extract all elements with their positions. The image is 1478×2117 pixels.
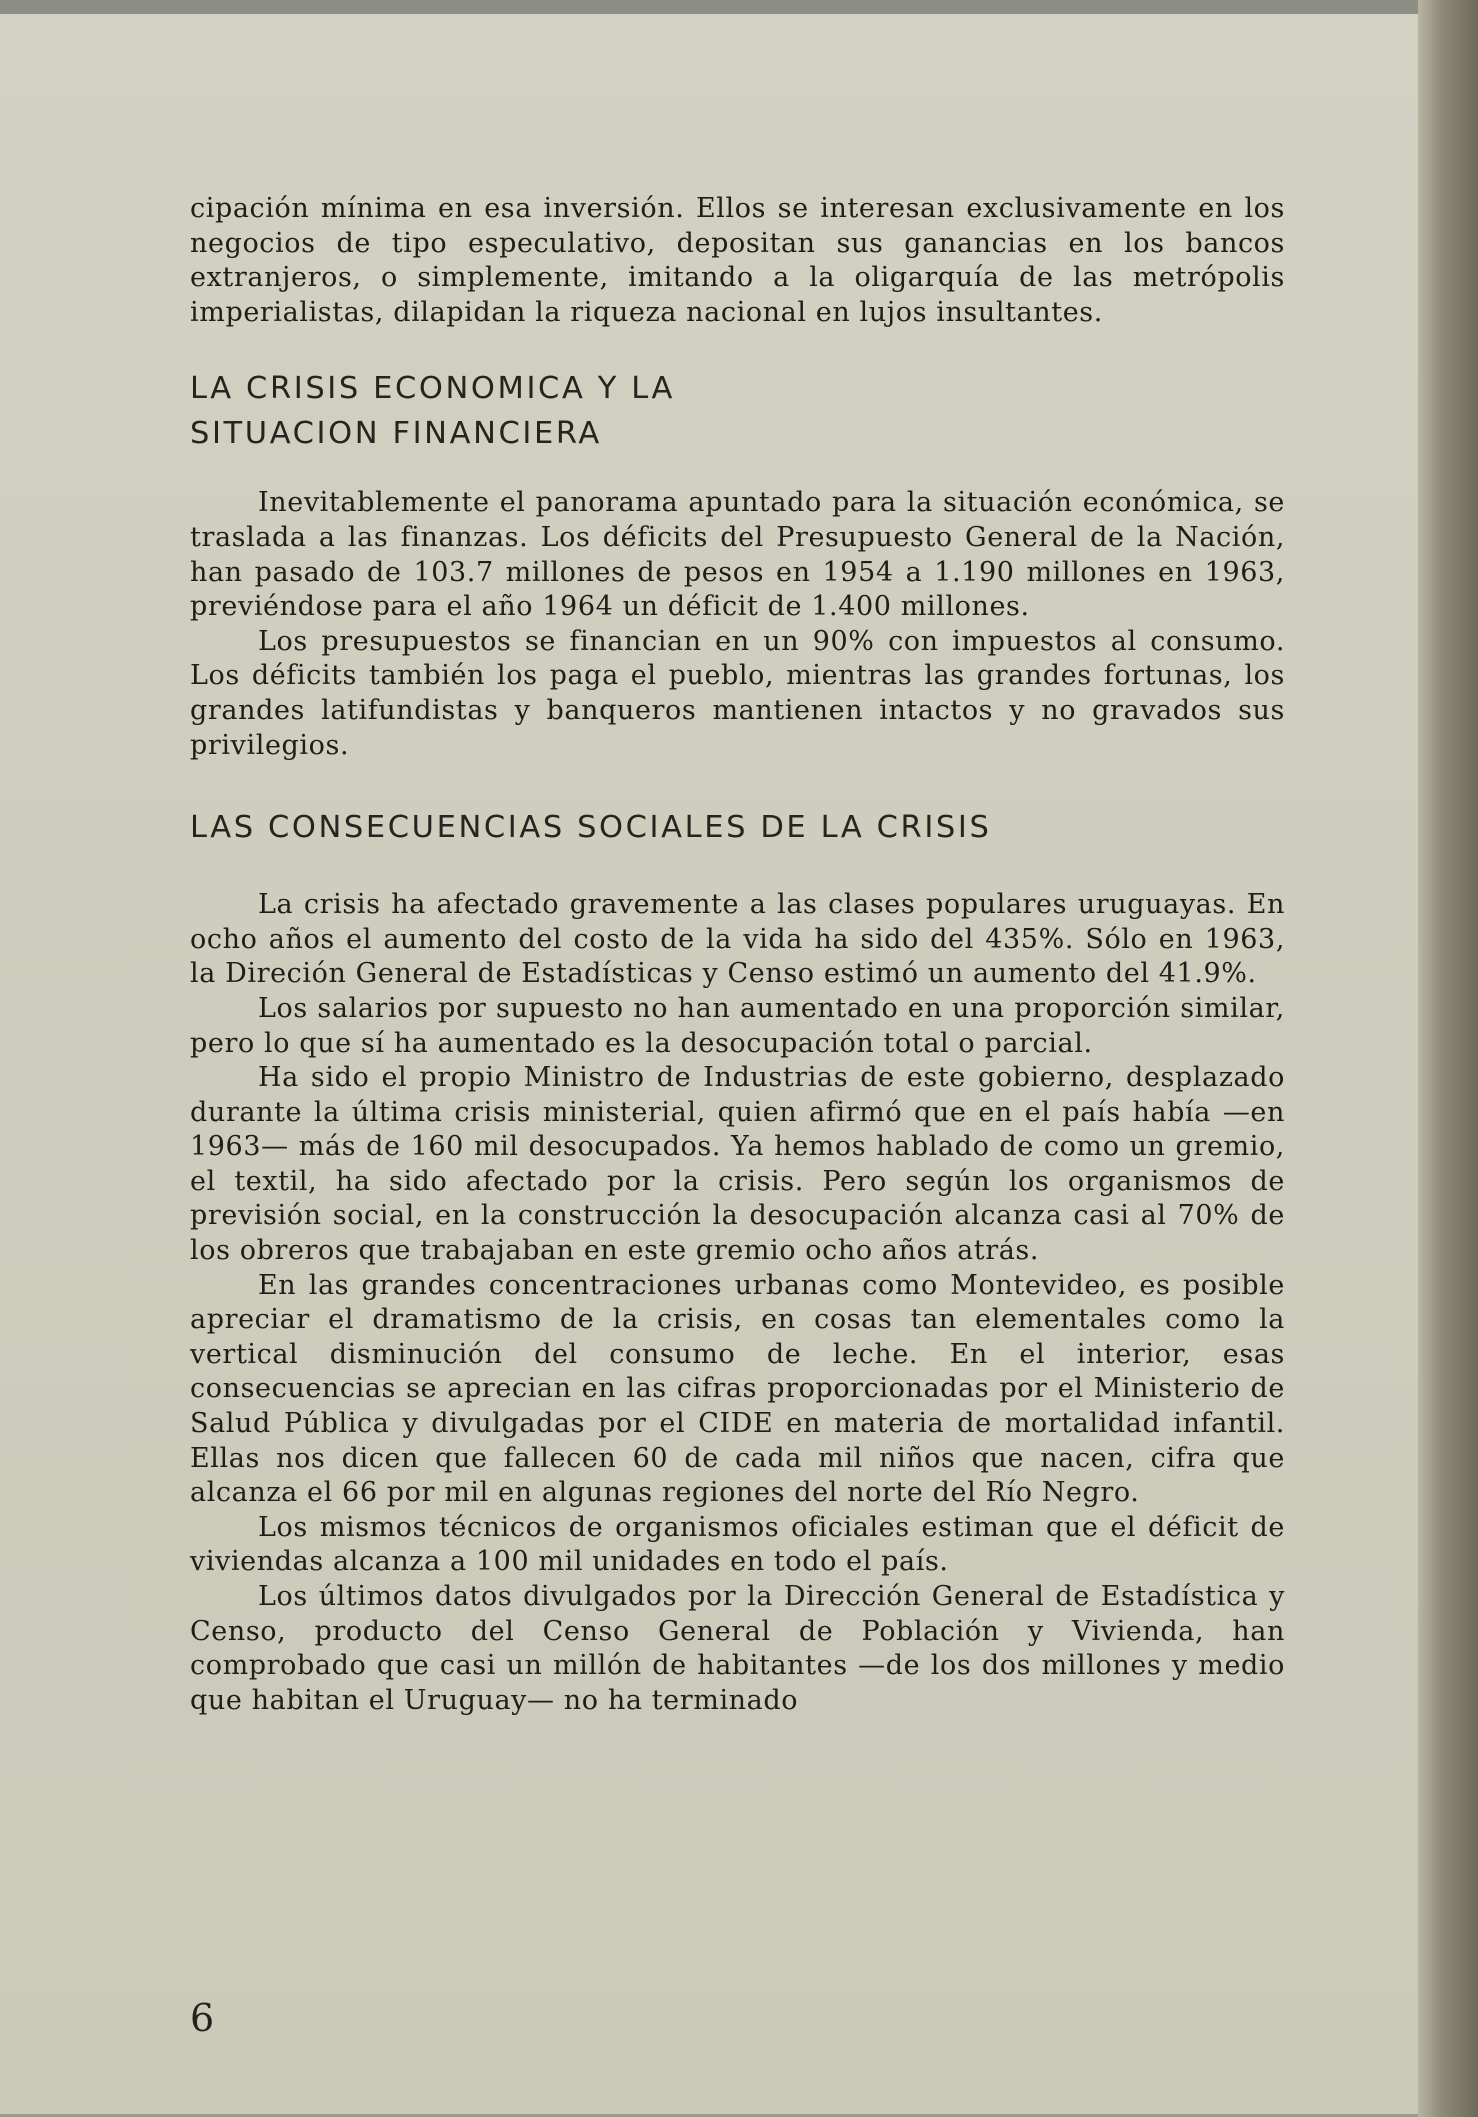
paragraph-finanzas: Inevitablemente el panorama apuntado para la situación económica, se traslada a las finanzas. Los déficits del Presupuesto General de la Nación, han pasado de 103.7 millones de pesos en 1954 a 1.190 millones en 1963, previéndose para el año 1964 un déficit de 1.400 millones. — [190, 487, 1285, 623]
page-text — [190, 192, 1285, 1718]
heading-line-1: LA CRISIS ECONOMICA Y LA — [190, 371, 675, 407]
section-heading-crisis-economica — [190, 366, 1285, 456]
heading-line-2: SITUACION FINANCIERA — [190, 416, 602, 452]
paragraph-presupuestos: Los presupuestos se financian en un 90% con impuestos al consumo. Los déficits también los paga el pueblo, mientras las grandes fortunas, los grandes latifundistas y banqueros mantienen intactos y no gravados sus privilegios. — [190, 625, 1285, 761]
section-heading-consecuencias-sociales: LAS CONSECUENCIAS SOCIALES DE LA CRISIS — [190, 810, 992, 846]
scan-top-border — [0, 0, 1478, 14]
paragraph-desocupacion: Ha sido el propio Ministro de Industrias de este gobierno, desplazado durante la última crisis ministerial, quien afirmó que en el país había —en 1963— más de 160 mil desocupados. Ya hemos hablado de como un gremio, el textil, ha sido afectado por la crisis. Pero según los organismos de previsión social, en la construcción la desocupación alcanza casi al 70% de los obreros que trabajaban en este gremio ocho años atrás. — [190, 1062, 1285, 1267]
paragraph-censo: Los últimos datos divulgados por la Dirección General de Estadística y Censo, producto del Censo General de Población y Vivienda, han comprobado que casi un millón de habitantes —de los dos millones y medio que habitan el Uruguay— no ha terminado — [190, 1581, 1285, 1716]
intro-paragraph: cipación mínima en esa inversión. Ellos se interesan exclusivamente en los negocios de tipo especulativo, depositan sus ganancias en los bancos extranjeros, o simplemente, imitando a la oligarquía de las metrópolis imperialistas, dilapidan la riqueza nacional en lujos insultantes. — [190, 193, 1285, 328]
paragraph-mortalidad: En las grandes concentraciones urbanas como Montevideo, es posible apreciar el dramatismo de la crisis, en cosas tan elementales como la vertical disminución del consumo de leche. En el interior, esas consecuencias se aprecian en las cifras proporcionadas por el Ministerio de Salud Pública y divulgadas por el CIDE en materia de mortalidad infantil. Ellas nos dicen que fallecen 60 de cada mil niños que nacen, cifra que alcanza el 66 por mil en algunas regiones del norte del Río Negro. — [190, 1269, 1285, 1509]
paragraph-viviendas: Los mismos técnicos de organismos oficiales estiman que el déficit de viviendas alcanza a 100 mil unidades en todo el país. — [190, 1511, 1285, 1578]
paragraph-costo-vida: La crisis ha afectado gravemente a las clases populares uruguayas. En ocho años el aumento del costo de la vida ha sido del 435%. Sólo en 1963, la Direción General de Estadísticas y Censo estimó un aumento del 41.9%. — [190, 889, 1285, 990]
paragraph-salarios: Los salarios por supuesto no han aumentado en una proporción similar, pero lo que sí ha aumentado es la desocupación total o parcial. — [190, 992, 1285, 1059]
page-number: 6 — [190, 1996, 215, 2040]
page-binding-edge — [1418, 0, 1478, 2117]
